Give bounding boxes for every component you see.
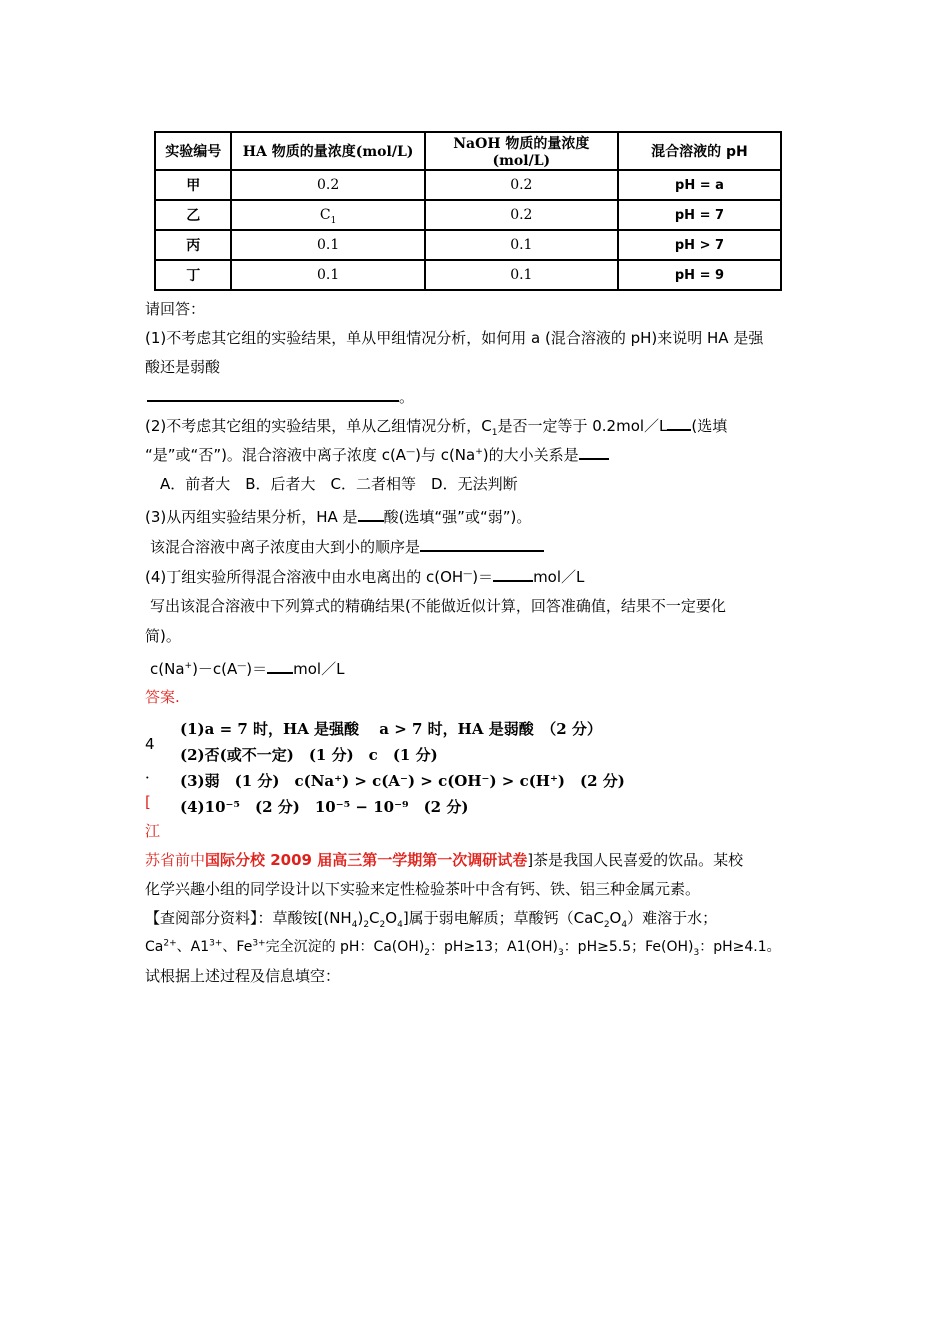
q2-options: A．前者大 B．后者大 C．二者相等 D．无法判断 [160, 475, 518, 493]
answer-line: (2)否(或不一定) (1 分) c (1 分) [180, 746, 438, 764]
subscript: 4 [397, 920, 403, 930]
table-cell: 丁 [155, 260, 231, 290]
q3-line2 [150, 534, 544, 558]
q4-text: mol／L [533, 568, 585, 586]
q5-text: ) [357, 909, 364, 927]
q4-line2: 写出该混合溶液中下列算式的精确结果(不能做近似计算，回答准确值，结果不一定要化 [150, 597, 726, 615]
superscript: 3+ [252, 938, 266, 949]
q4-text: )－c(A [192, 660, 238, 678]
q5-text: 【查阅部分资料】：草酸铵[(NH [145, 909, 352, 927]
q4-text: (4)丁组实验所得混合溶液中由水电离出的 c(OH [145, 568, 464, 586]
answer-line: (3)弱 (1 分) c(Na⁺) > c(A⁻) > c(OH⁻) > c(H⁺) (2 分) [180, 772, 625, 790]
header-cell: HA 物质的量浓度(mol/L) [231, 132, 424, 170]
q5-text: 完全沉淀的 pH：Ca(OH) [265, 939, 425, 955]
table-row [155, 200, 781, 230]
superscript: — [406, 447, 416, 457]
subscript: 4 [621, 920, 628, 930]
q2-text: )与 c(Na [415, 446, 476, 464]
table-cell: 0.2 [425, 200, 618, 230]
answer-blank[interactable] [420, 534, 544, 552]
table-cell: pH = a [618, 170, 781, 200]
superscript: 3+ [209, 938, 223, 949]
q4-line1 [145, 564, 584, 588]
question-dot: ． [145, 764, 161, 782]
source-bracket: [ [145, 793, 151, 811]
q5-text: 、A1 [176, 939, 210, 955]
q5-text: O [609, 909, 622, 927]
subscript: 4 [351, 920, 358, 930]
answer-label: 答案. [145, 688, 180, 706]
q4-text: )＝ [472, 568, 494, 586]
answer-line: (1)a = 7 时，HA 是强酸 a > 7 时，HA 是弱酸 （2 分） [180, 720, 602, 738]
q5-line3 [145, 907, 717, 929]
q5-text: ]属于弱电解质；草酸钙（CaC [402, 909, 604, 927]
table-header-row [155, 132, 781, 170]
q1-end: 。 [399, 388, 415, 406]
answer-line: (4)10⁻⁵ (2 分) 10⁻⁵ − 10⁻⁹ (2 分) [180, 798, 469, 816]
q5-text: ）难溶于水； [627, 909, 718, 927]
c1-symbol: C [319, 207, 331, 223]
superscript: + [184, 661, 193, 671]
q4-line3: 简)。 [145, 627, 181, 645]
table-cell: 0.1 [231, 230, 424, 260]
table-cell: 0.2 [425, 170, 618, 200]
q1-line2: 酸还是弱酸 [145, 358, 221, 376]
q2-text: )的大小关系是 [482, 446, 579, 464]
q5-text: ：pH≥4.1。 [699, 939, 781, 955]
experiment-table [154, 131, 782, 291]
q2-text: (选填 [691, 417, 728, 435]
q2-line1 [145, 413, 727, 437]
table-cell: 甲 [155, 170, 231, 200]
superscript: — [463, 569, 473, 579]
superscript: + [475, 447, 483, 457]
q5-line4 [145, 936, 781, 958]
table-cell: 0.1 [425, 260, 618, 290]
q3-line1 [145, 504, 531, 528]
subscript: 2 [363, 920, 370, 930]
subscript: 2 [379, 920, 386, 930]
q5-text: C [369, 909, 380, 927]
question-number: 4 [145, 735, 155, 753]
header-cell: 实验编号 [155, 132, 231, 170]
subscript: 3 [693, 947, 700, 958]
answer-blank[interactable] [267, 656, 293, 674]
answer-blank[interactable] [358, 504, 384, 522]
source-title: 国际分校 2009 届高三第一学期第一次调研试卷 [205, 851, 528, 869]
superscript: 2+ [163, 938, 177, 949]
q4-text: mol／L [293, 660, 345, 678]
table-cell: 0.1 [231, 260, 424, 290]
q4-text: c(Na [150, 660, 185, 678]
q1-answer-line [147, 384, 414, 408]
table-cell: pH = 7 [618, 200, 781, 230]
table-cell: 丙 [155, 230, 231, 260]
table-cell: 0.1 [425, 230, 618, 260]
answer-blank[interactable] [667, 413, 691, 431]
subscript: 2 [603, 920, 610, 930]
q1-line1: (1)不考虑其它组的实验结果，单从甲组情况分析，如何用 a (混合溶液的 pH)来说明 HA 是强 [145, 329, 764, 347]
table-cell: pH > 7 [618, 230, 781, 260]
table-cell [231, 200, 424, 230]
q5-text: O [385, 909, 398, 927]
q3-text: 酸(选填“强”或“弱”)。 [383, 508, 532, 526]
answer-blank[interactable] [493, 564, 533, 582]
subscript: 3 [557, 947, 564, 958]
q3-text: (3)从丙组实验结果分析，HA 是 [145, 508, 358, 526]
intro-text: 请回答： [145, 300, 206, 318]
source-char: 江 [145, 822, 161, 840]
header-cell: 混合溶液的 pH [618, 132, 781, 170]
table-row [155, 260, 781, 290]
table-cell: 0.2 [231, 170, 424, 200]
q5-text: ：pH≥13；A1(OH) [430, 939, 558, 955]
q4-line4 [150, 656, 344, 680]
q5-text: ：pH≥5.5；Fe(OH) [563, 939, 694, 955]
table-row [155, 170, 781, 200]
table-row [155, 230, 781, 260]
q5-line5: 试根据上述过程及信息填空： [145, 967, 341, 985]
q4-text: )＝ [246, 660, 268, 678]
header-cell: NaOH 物质的量浓度(mol/L) [425, 132, 618, 170]
q5-text: ]茶是我国人民喜爱的饮品。某校 [527, 851, 744, 869]
c1-subscript: 1 [330, 215, 337, 226]
q5-line2: 化学兴趣小组的同学设计以下实验来定性检验茶叶中含有钙、铁、铝三种金属元素。 [145, 880, 701, 898]
q3-text: 该混合溶液中离子浓度由大到小的顺序是 [150, 538, 421, 556]
answer-blank[interactable] [579, 442, 609, 460]
answer-block [180, 716, 625, 820]
q2-text: (2)不考虑其它组的实验结果，单从乙组情况分析，C [145, 417, 492, 435]
superscript: — [237, 661, 247, 671]
q5-line1 [145, 849, 743, 871]
table-cell: pH = 9 [618, 260, 781, 290]
q5-text: Ca [145, 939, 164, 955]
answer-blank[interactable] [147, 384, 399, 402]
table-cell: 乙 [155, 200, 231, 230]
subscript: 2 [424, 947, 431, 958]
q5-text: 、Fe [222, 939, 253, 955]
q2-text: 是否一定等于 0.2mol／L [497, 417, 668, 435]
subscript: 1 [491, 428, 498, 438]
q2-line2 [145, 442, 609, 466]
source-text: 苏省前中 [145, 851, 206, 869]
q2-text: “是”或“否”)。混合溶液中离子浓度 c(A [145, 446, 407, 464]
